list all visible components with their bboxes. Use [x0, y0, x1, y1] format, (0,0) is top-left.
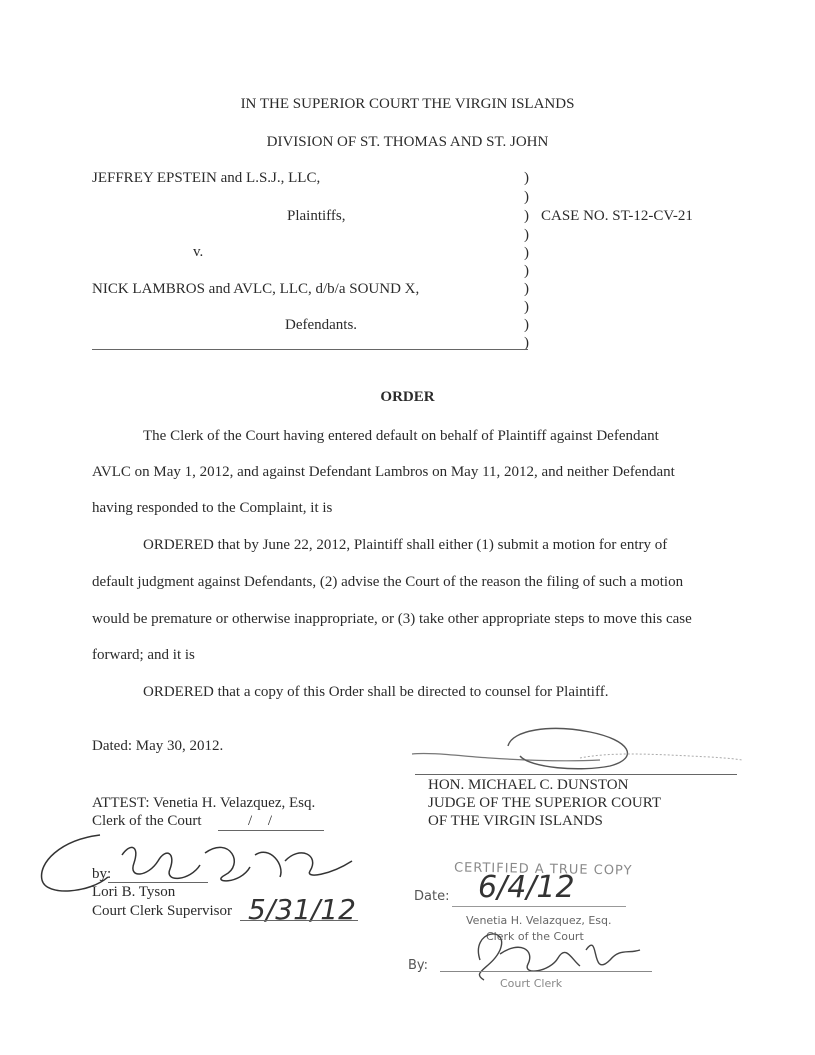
certified-date-label: Date:	[414, 889, 450, 904]
caption-underline	[92, 349, 528, 350]
attest-line: ATTEST: Venetia H. Velazquez, Esq.	[92, 795, 316, 811]
court-heading-line2: DIVISION OF ST. THOMAS AND ST. JOHN	[266, 134, 549, 150]
certified-date-line	[452, 906, 626, 907]
by-label: by:	[92, 866, 112, 882]
caption-paren: )	[524, 245, 529, 261]
order-paragraph-2-line: would be premature or otherwise inappropriate, or (3) take other appropriate steps to move this case	[92, 611, 692, 627]
versus: v.	[193, 244, 204, 260]
certified-stamp-header: CERTIFIED A TRUE COPY	[453, 860, 633, 879]
caption-paren: )	[524, 317, 529, 333]
attest-handwritten-date: 5/31/12	[248, 893, 356, 926]
judge-name: HON. MICHAEL C. DUNSTON	[428, 777, 629, 793]
by-signature-line	[108, 882, 208, 883]
clerk-name: Lori B. Tyson	[92, 884, 176, 900]
caption-paren: )	[524, 170, 529, 186]
defendants-names: NICK LAMBROS and AVLC, LLC, d/b/a SOUND X,	[92, 281, 420, 297]
order-paragraph-1-line: having responded to the Complaint, it is	[92, 500, 333, 516]
attest-clerk-line: Clerk of the Court	[92, 813, 202, 829]
certified-clerk-title: Clerk of the Court	[486, 930, 584, 943]
caption-paren: )	[524, 263, 529, 279]
judge-title-line1: JUDGE OF THE SUPERIOR COURT	[428, 795, 662, 811]
judge-title-line2: OF THE VIRGIN ISLANDS	[428, 813, 603, 829]
plaintiffs-label: Plaintiffs,	[287, 208, 346, 224]
caption-paren: )	[524, 299, 529, 315]
attest-date-blank: / /	[248, 813, 279, 829]
court-heading-line1: IN THE SUPERIOR COURT THE VIRGIN ISLANDS	[240, 96, 575, 112]
caption-paren: )	[524, 189, 529, 205]
order-paragraph-1-line: The Clerk of the Court having entered default on behalf of Plaintiff against Defendant	[143, 428, 659, 444]
case-number: CASE NO. ST-12-CV-21	[541, 208, 693, 224]
certified-by-line	[440, 971, 652, 972]
judge-signature-line	[415, 774, 737, 775]
judge-signature	[400, 722, 745, 782]
order-paragraph-2-line: forward; and it is	[92, 647, 195, 663]
caption-paren: )	[524, 227, 529, 243]
order-title: ORDER	[380, 389, 435, 405]
defendants-label: Defendants.	[285, 317, 358, 333]
clerk-title: Court Clerk Supervisor	[92, 903, 232, 919]
attest-handwritten-date-line	[240, 920, 358, 921]
certified-clerk-name: Venetia H. Velazquez, Esq.	[466, 914, 612, 927]
order-paragraph-1-line: AVLC on May 1, 2012, and against Defendant Lambros on May 11, 2012, and neither Defendant	[92, 464, 675, 480]
caption-paren: )	[524, 208, 529, 224]
caption-paren: )	[524, 335, 529, 351]
certified-handwritten-date: 6/4/12	[478, 870, 575, 905]
certified-footer: Court Clerk	[500, 977, 563, 990]
plaintiffs-names: JEFFREY EPSTEIN and L.S.J., LLC,	[92, 170, 321, 186]
certified-by-label: By:	[408, 958, 429, 973]
caption-paren: )	[524, 281, 529, 297]
order-paragraph-3: ORDERED that a copy of this Order shall be directed to counsel for Plaintiff.	[143, 684, 609, 700]
order-paragraph-2-line: ORDERED that by June 22, 2012, Plaintiff shall either (1) submit a motion for entry of	[143, 537, 668, 553]
dated-line: Dated: May 30, 2012.	[92, 738, 224, 754]
order-paragraph-2-line: default judgment against Defendants, (2) advise the Court of the reason the filing of such a motion	[92, 574, 684, 590]
